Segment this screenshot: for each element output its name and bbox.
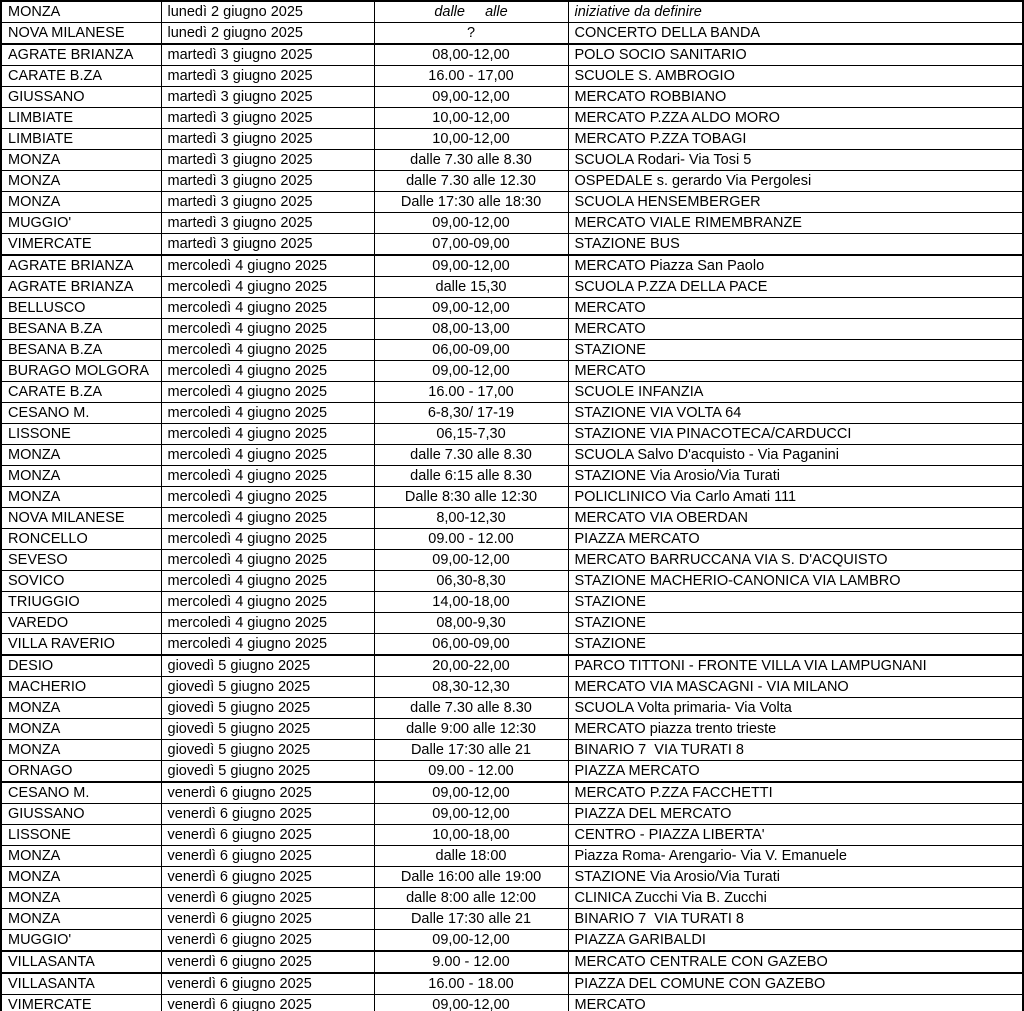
date-cell: lunedì 2 giugno 2025 xyxy=(161,1,374,23)
date-cell: venerdì 6 giugno 2025 xyxy=(161,909,374,930)
table-row xyxy=(1,382,1023,403)
city-cell: VILLASANTA xyxy=(1,973,161,995)
time-cell: 09,00-12,00 xyxy=(374,213,568,234)
city-cell: MONZA xyxy=(1,719,161,740)
table-row xyxy=(1,930,1023,952)
city-cell: DESIO xyxy=(1,655,161,677)
initiative-cell: PIAZZA DEL MERCATO xyxy=(568,804,1023,825)
city-cell: GIUSSANO xyxy=(1,87,161,108)
date-cell: mercoledì 4 giugno 2025 xyxy=(161,550,374,571)
initiative-cell: STAZIONE BUS xyxy=(568,234,1023,256)
city-cell: NOVA MILANESE xyxy=(1,508,161,529)
city-cell: CESANO M. xyxy=(1,403,161,424)
date-cell: venerdì 6 giugno 2025 xyxy=(161,995,374,1011)
initiative-cell: POLO SOCIO SANITARIO xyxy=(568,44,1023,66)
table-row xyxy=(1,888,1023,909)
table-row xyxy=(1,319,1023,340)
time-cell: dalle 7.30 alle 12.30 xyxy=(374,171,568,192)
table-row xyxy=(1,740,1023,761)
date-cell: martedì 3 giugno 2025 xyxy=(161,234,374,256)
date-cell: giovedì 5 giugno 2025 xyxy=(161,761,374,783)
initiative-cell: SCUOLE S. AMBROGIO xyxy=(568,66,1023,87)
table-row xyxy=(1,424,1023,445)
date-cell: venerdì 6 giugno 2025 xyxy=(161,825,374,846)
table-row xyxy=(1,571,1023,592)
time-cell: Dalle 17:30 alle 21 xyxy=(374,909,568,930)
initiative-cell: MERCATO piazza trento trieste xyxy=(568,719,1023,740)
table-row xyxy=(1,23,1023,45)
time-cell: 9.00 - 12.00 xyxy=(374,951,568,973)
date-cell: mercoledì 4 giugno 2025 xyxy=(161,277,374,298)
date-cell: mercoledì 4 giugno 2025 xyxy=(161,403,374,424)
date-cell: mercoledì 4 giugno 2025 xyxy=(161,382,374,403)
table-row xyxy=(1,298,1023,319)
table-row xyxy=(1,698,1023,719)
date-cell: giovedì 5 giugno 2025 xyxy=(161,719,374,740)
initiative-cell: SCUOLA Volta primaria- Via Volta xyxy=(568,698,1023,719)
initiative-cell: STAZIONE Via Arosio/Via Turati xyxy=(568,867,1023,888)
table-row xyxy=(1,213,1023,234)
city-cell: BURAGO MOLGORA xyxy=(1,361,161,382)
city-cell: GIUSSANO xyxy=(1,804,161,825)
city-cell: VILLASANTA xyxy=(1,951,161,973)
date-cell: mercoledì 4 giugno 2025 xyxy=(161,487,374,508)
city-cell: MACHERIO xyxy=(1,677,161,698)
initiative-cell: MERCATO P.ZZA ALDO MORO xyxy=(568,108,1023,129)
city-cell: MUGGIO' xyxy=(1,930,161,952)
city-cell: CARATE B.ZA xyxy=(1,382,161,403)
city-cell: MONZA xyxy=(1,740,161,761)
city-cell: VILLA RAVERIO xyxy=(1,634,161,656)
time-cell: 09,00-12,00 xyxy=(374,255,568,277)
time-cell: Dalle 8:30 alle 12:30 xyxy=(374,487,568,508)
table-row xyxy=(1,445,1023,466)
date-cell: venerdì 6 giugno 2025 xyxy=(161,782,374,804)
time-cell: 09,00-12,00 xyxy=(374,87,568,108)
table-row xyxy=(1,466,1023,487)
time-cell: 09,00-12,00 xyxy=(374,995,568,1011)
city-cell: LISSONE xyxy=(1,424,161,445)
city-cell: MONZA xyxy=(1,1,161,23)
date-cell: martedì 3 giugno 2025 xyxy=(161,171,374,192)
initiative-cell: STAZIONE VIA PINACOTECA/CARDUCCI xyxy=(568,424,1023,445)
table-row xyxy=(1,951,1023,973)
city-cell: MONZA xyxy=(1,445,161,466)
table-row xyxy=(1,655,1023,677)
date-cell: mercoledì 4 giugno 2025 xyxy=(161,361,374,382)
city-cell: MONZA xyxy=(1,466,161,487)
initiative-cell: MERCATO BARRUCCANA VIA S. D'ACQUISTO xyxy=(568,550,1023,571)
initiative-cell: MERCATO Piazza San Paolo xyxy=(568,255,1023,277)
time-cell: Dalle 17:30 alle 21 xyxy=(374,740,568,761)
table-row xyxy=(1,846,1023,867)
table-row xyxy=(1,634,1023,656)
city-cell: MONZA xyxy=(1,867,161,888)
city-cell: LISSONE xyxy=(1,825,161,846)
city-cell: SEVESO xyxy=(1,550,161,571)
time-cell: 06,00-09,00 xyxy=(374,340,568,361)
initiative-cell: STAZIONE xyxy=(568,613,1023,634)
time-cell: 14,00-18,00 xyxy=(374,592,568,613)
time-cell: 08,00-9,30 xyxy=(374,613,568,634)
city-cell: MONZA xyxy=(1,192,161,213)
initiative-cell: STAZIONE VIA VOLTA 64 xyxy=(568,403,1023,424)
table-row xyxy=(1,150,1023,171)
initiative-cell: SCUOLE INFANZIA xyxy=(568,382,1023,403)
table-row xyxy=(1,909,1023,930)
initiative-cell: iniziative da definire xyxy=(568,1,1023,23)
time-cell: 09,00-12,00 xyxy=(374,550,568,571)
time-cell: 09,00-12,00 xyxy=(374,298,568,319)
time-cell: 09.00 - 12.00 xyxy=(374,529,568,550)
date-cell: martedì 3 giugno 2025 xyxy=(161,108,374,129)
initiative-cell: SCUOLA Salvo D'acquisto - Via Paganini xyxy=(568,445,1023,466)
date-cell: venerdì 6 giugno 2025 xyxy=(161,867,374,888)
table-row xyxy=(1,192,1023,213)
initiative-cell: MERCATO P.ZZA TOBAGI xyxy=(568,129,1023,150)
table-row xyxy=(1,825,1023,846)
city-cell: LIMBIATE xyxy=(1,129,161,150)
time-cell: dalle 7.30 alle 8.30 xyxy=(374,698,568,719)
city-cell: TRIUGGIO xyxy=(1,592,161,613)
initiative-cell: POLICLINICO Via Carlo Amati 111 xyxy=(568,487,1023,508)
city-cell: AGRATE BRIANZA xyxy=(1,44,161,66)
initiative-cell: CENTRO - PIAZZA LIBERTA' xyxy=(568,825,1023,846)
date-cell: giovedì 5 giugno 2025 xyxy=(161,655,374,677)
time-cell: 09,00-12,00 xyxy=(374,361,568,382)
date-cell: martedì 3 giugno 2025 xyxy=(161,87,374,108)
table-row xyxy=(1,171,1023,192)
date-cell: lunedì 2 giugno 2025 xyxy=(161,23,374,45)
initiative-cell: PIAZZA MERCATO xyxy=(568,761,1023,783)
time-cell: Dalle 16:00 alle 19:00 xyxy=(374,867,568,888)
city-cell: AGRATE BRIANZA xyxy=(1,277,161,298)
time-cell: dalle alle xyxy=(374,1,568,23)
initiative-cell: STAZIONE xyxy=(568,592,1023,613)
city-cell: SOVICO xyxy=(1,571,161,592)
city-cell: NOVA MILANESE xyxy=(1,23,161,45)
table-row xyxy=(1,804,1023,825)
time-cell: 16.00 - 17,00 xyxy=(374,382,568,403)
date-cell: mercoledì 4 giugno 2025 xyxy=(161,529,374,550)
date-cell: mercoledì 4 giugno 2025 xyxy=(161,445,374,466)
time-cell: 09,00-12,00 xyxy=(374,804,568,825)
initiative-cell: MERCATO CENTRALE CON GAZEBO xyxy=(568,951,1023,973)
time-cell: 09.00 - 12.00 xyxy=(374,761,568,783)
initiative-cell: PIAZZA DEL COMUNE CON GAZEBO xyxy=(568,973,1023,995)
city-cell: BESANA B.ZA xyxy=(1,340,161,361)
initiative-cell: PARCO TITTONI - FRONTE VILLA VIA LAMPUGNANI xyxy=(568,655,1023,677)
time-cell: 16.00 - 18.00 xyxy=(374,973,568,995)
table-row xyxy=(1,592,1023,613)
initiative-cell: CLINICA Zucchi Via B. Zucchi xyxy=(568,888,1023,909)
table-row xyxy=(1,782,1023,804)
table-row xyxy=(1,44,1023,66)
date-cell: mercoledì 4 giugno 2025 xyxy=(161,340,374,361)
date-cell: giovedì 5 giugno 2025 xyxy=(161,677,374,698)
initiative-cell: STAZIONE Via Arosio/Via Turati xyxy=(568,466,1023,487)
time-cell: 8,00-12,30 xyxy=(374,508,568,529)
city-cell: VIMERCATE xyxy=(1,234,161,256)
time-cell: 09,00-12,00 xyxy=(374,930,568,952)
city-cell: RONCELLO xyxy=(1,529,161,550)
city-cell: BELLUSCO xyxy=(1,298,161,319)
city-cell: MONZA xyxy=(1,846,161,867)
initiative-cell: STAZIONE MACHERIO-CANONICA VIA LAMBRO xyxy=(568,571,1023,592)
table-row xyxy=(1,129,1023,150)
city-cell: LIMBIATE xyxy=(1,108,161,129)
city-cell: MONZA xyxy=(1,487,161,508)
date-cell: venerdì 6 giugno 2025 xyxy=(161,930,374,952)
initiative-cell: SCUOLA Rodari- Via Tosi 5 xyxy=(568,150,1023,171)
table-row xyxy=(1,487,1023,508)
time-cell: dalle 8:00 alle 12:00 xyxy=(374,888,568,909)
initiative-cell: MERCATO VIA OBERDAN xyxy=(568,508,1023,529)
table-row xyxy=(1,255,1023,277)
time-cell: 06,15-7,30 xyxy=(374,424,568,445)
date-cell: mercoledì 4 giugno 2025 xyxy=(161,466,374,487)
date-cell: martedì 3 giugno 2025 xyxy=(161,150,374,171)
initiative-cell: MERCATO VIALE RIMEMBRANZE xyxy=(568,213,1023,234)
initiative-cell: PIAZZA MERCATO xyxy=(568,529,1023,550)
initiative-cell: STAZIONE xyxy=(568,340,1023,361)
time-cell: 08,30-12,30 xyxy=(374,677,568,698)
table-row xyxy=(1,550,1023,571)
date-cell: martedì 3 giugno 2025 xyxy=(161,129,374,150)
city-cell: ORNAGO xyxy=(1,761,161,783)
initiative-cell: MERCATO ROBBIANO xyxy=(568,87,1023,108)
date-cell: mercoledì 4 giugno 2025 xyxy=(161,634,374,656)
time-cell: 20,00-22,00 xyxy=(374,655,568,677)
city-cell: VAREDO xyxy=(1,613,161,634)
date-cell: mercoledì 4 giugno 2025 xyxy=(161,424,374,445)
city-cell: BESANA B.ZA xyxy=(1,319,161,340)
time-cell: dalle 7.30 alle 8.30 xyxy=(374,150,568,171)
table-row xyxy=(1,973,1023,995)
table-row xyxy=(1,361,1023,382)
date-cell: venerdì 6 giugno 2025 xyxy=(161,888,374,909)
initiative-cell: CONCERTO DELLA BANDA xyxy=(568,23,1023,45)
table-row xyxy=(1,87,1023,108)
date-cell: mercoledì 4 giugno 2025 xyxy=(161,255,374,277)
time-cell: dalle 7.30 alle 8.30 xyxy=(374,445,568,466)
table-row xyxy=(1,403,1023,424)
city-cell: CARATE B.ZA xyxy=(1,66,161,87)
date-cell: mercoledì 4 giugno 2025 xyxy=(161,571,374,592)
initiative-cell: MERCATO xyxy=(568,361,1023,382)
time-cell: Dalle 17:30 alle 18:30 xyxy=(374,192,568,213)
date-cell: mercoledì 4 giugno 2025 xyxy=(161,298,374,319)
table-row xyxy=(1,719,1023,740)
date-cell: martedì 3 giugno 2025 xyxy=(161,192,374,213)
table-row xyxy=(1,277,1023,298)
table-row xyxy=(1,995,1023,1011)
city-cell: MONZA xyxy=(1,171,161,192)
table-row xyxy=(1,529,1023,550)
time-cell: 10,00-12,00 xyxy=(374,129,568,150)
time-cell: dalle 9:00 alle 12:30 xyxy=(374,719,568,740)
time-cell: dalle 18:00 xyxy=(374,846,568,867)
city-cell: MONZA xyxy=(1,698,161,719)
initiative-cell: MERCATO xyxy=(568,298,1023,319)
date-cell: martedì 3 giugno 2025 xyxy=(161,213,374,234)
initiative-cell: STAZIONE xyxy=(568,634,1023,656)
initiative-cell: SCUOLA HENSEMBERGER xyxy=(568,192,1023,213)
date-cell: martedì 3 giugno 2025 xyxy=(161,66,374,87)
initiative-cell: BINARIO 7 VIA TURATI 8 xyxy=(568,909,1023,930)
table-row xyxy=(1,66,1023,87)
initiative-cell: PIAZZA GARIBALDI xyxy=(568,930,1023,952)
table-row xyxy=(1,108,1023,129)
date-cell: venerdì 6 giugno 2025 xyxy=(161,846,374,867)
city-cell: CESANO M. xyxy=(1,782,161,804)
time-cell: dalle 6:15 alle 8.30 xyxy=(374,466,568,487)
initiative-cell: Piazza Roma- Arengario- Via V. Emanuele xyxy=(568,846,1023,867)
date-cell: giovedì 5 giugno 2025 xyxy=(161,740,374,761)
city-cell: VIMERCATE xyxy=(1,995,161,1011)
time-cell: ? xyxy=(374,23,568,45)
time-cell: 07,00-09,00 xyxy=(374,234,568,256)
time-cell: 06,30-8,30 xyxy=(374,571,568,592)
table-row xyxy=(1,867,1023,888)
date-cell: mercoledì 4 giugno 2025 xyxy=(161,613,374,634)
time-cell: 08,00-12,00 xyxy=(374,44,568,66)
schedule-table-body xyxy=(1,1,1023,1011)
city-cell: MONZA xyxy=(1,909,161,930)
date-cell: giovedì 5 giugno 2025 xyxy=(161,698,374,719)
initiative-cell: BINARIO 7 VIA TURATI 8 xyxy=(568,740,1023,761)
date-cell: mercoledì 4 giugno 2025 xyxy=(161,592,374,613)
time-cell: 10,00-18,00 xyxy=(374,825,568,846)
table-row xyxy=(1,340,1023,361)
time-cell: 6-8,30/ 17-19 xyxy=(374,403,568,424)
date-cell: venerdì 6 giugno 2025 xyxy=(161,951,374,973)
table-row xyxy=(1,234,1023,256)
initiative-cell: MERCATO VIA MASCAGNI - VIA MILANO xyxy=(568,677,1023,698)
table-row xyxy=(1,1,1023,23)
table-row xyxy=(1,508,1023,529)
initiative-cell: SCUOLA P.ZZA DELLA PACE xyxy=(568,277,1023,298)
time-cell: 08,00-13,00 xyxy=(374,319,568,340)
initiative-cell: MERCATO xyxy=(568,995,1023,1011)
table-row xyxy=(1,677,1023,698)
date-cell: martedì 3 giugno 2025 xyxy=(161,44,374,66)
initiative-cell: OSPEDALE s. gerardo Via Pergolesi xyxy=(568,171,1023,192)
time-cell: 16.00 - 17,00 xyxy=(374,66,568,87)
city-cell: MONZA xyxy=(1,888,161,909)
date-cell: mercoledì 4 giugno 2025 xyxy=(161,508,374,529)
date-cell: venerdì 6 giugno 2025 xyxy=(161,804,374,825)
city-cell: MUGGIO' xyxy=(1,213,161,234)
time-cell: 10,00-12,00 xyxy=(374,108,568,129)
initiative-cell: MERCATO P.ZZA FACCHETTI xyxy=(568,782,1023,804)
time-cell: 09,00-12,00 xyxy=(374,782,568,804)
city-cell: AGRATE BRIANZA xyxy=(1,255,161,277)
date-cell: venerdì 6 giugno 2025 xyxy=(161,973,374,995)
city-cell: MONZA xyxy=(1,150,161,171)
table-row xyxy=(1,761,1023,783)
time-cell: dalle 15,30 xyxy=(374,277,568,298)
table-row xyxy=(1,613,1023,634)
initiative-cell: MERCATO xyxy=(568,319,1023,340)
time-cell: 06,00-09,00 xyxy=(374,634,568,656)
date-cell: mercoledì 4 giugno 2025 xyxy=(161,319,374,340)
